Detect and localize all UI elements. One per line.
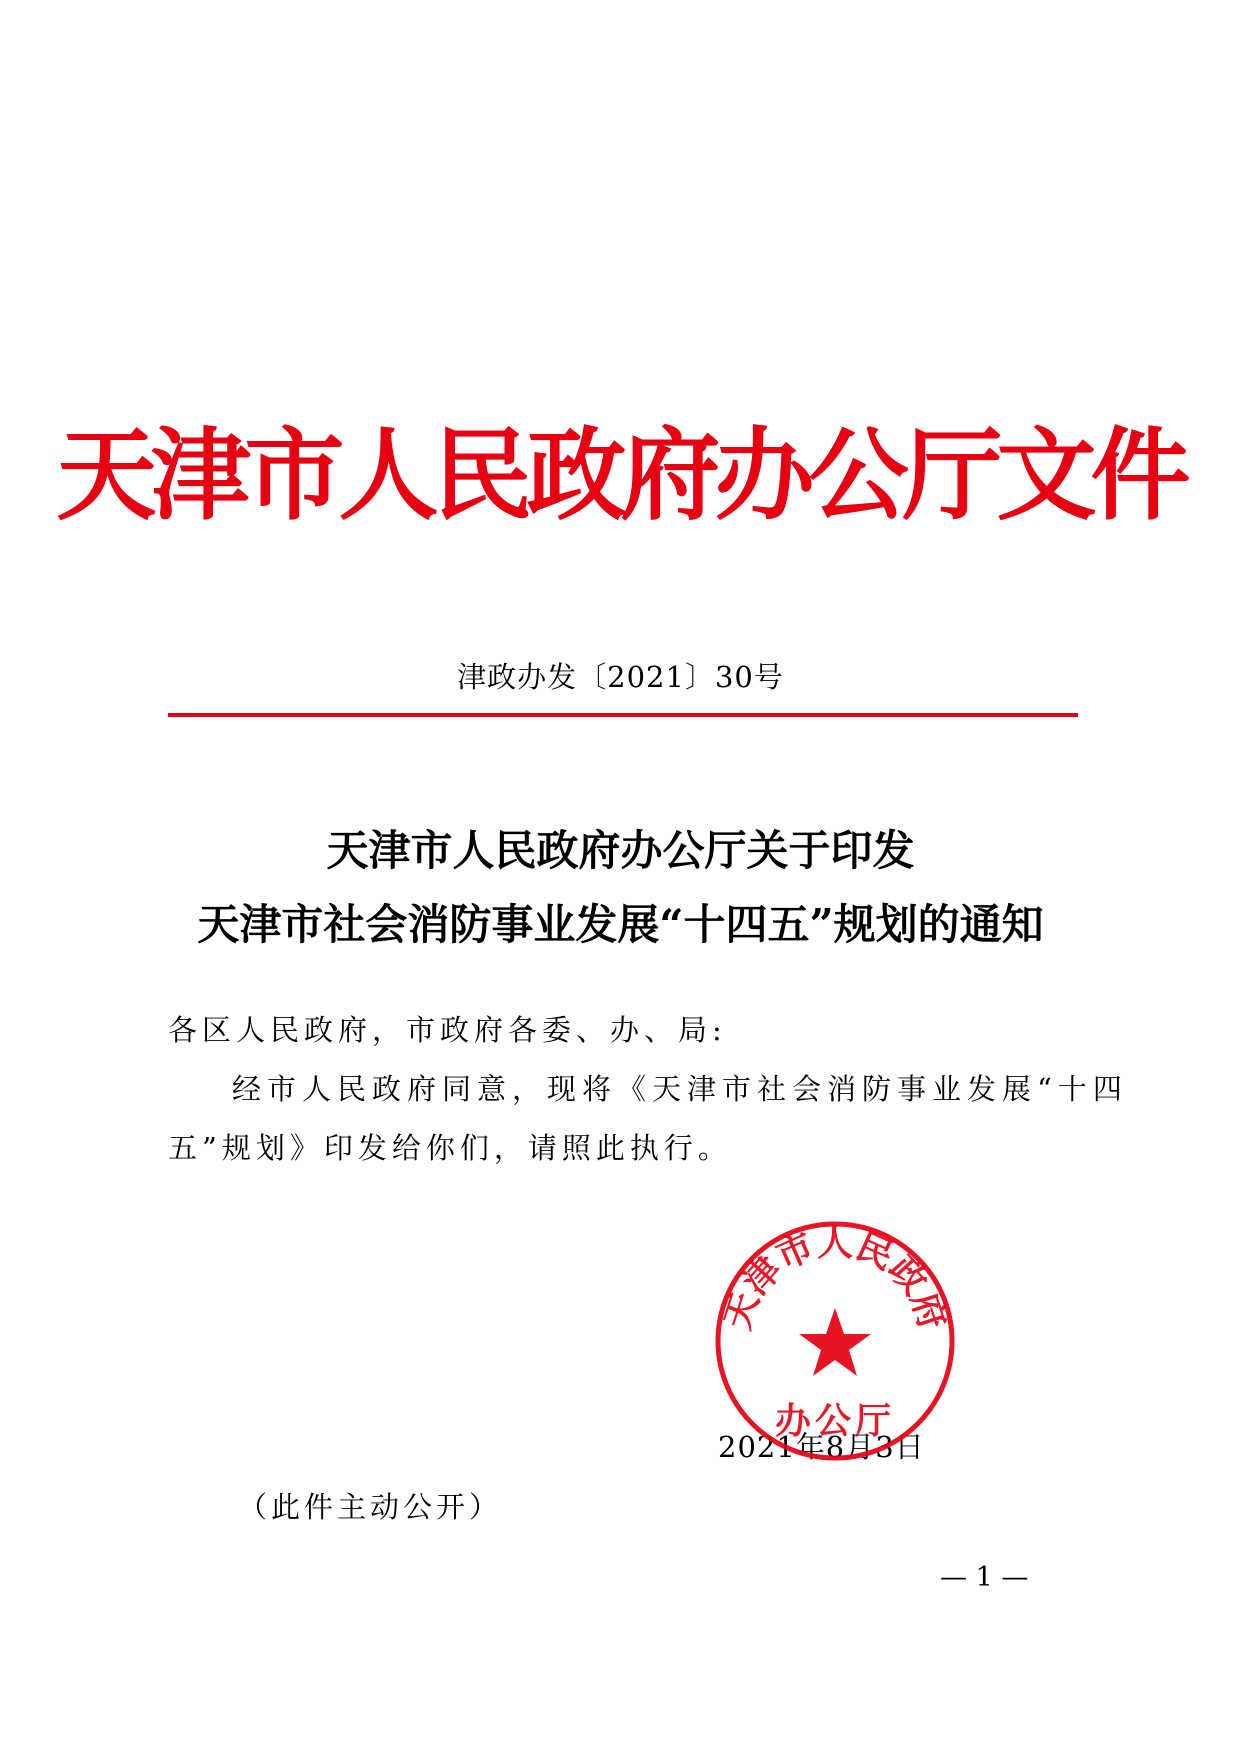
body-paragraph-line-1: 经市人民政府同意，现将《天津市社会消防事业发展“十四	[232, 1072, 1128, 1106]
document-number: 津政办发〔2021〕30号	[457, 660, 784, 694]
notice-title-line-1: 天津市人民政府办公厅关于印发	[326, 826, 915, 875]
red-divider-line	[168, 713, 1078, 717]
seal-top-text: 天津市人民政府	[716, 1222, 954, 1335]
star-icon	[799, 1308, 871, 1376]
notice-title-line-2: 天津市社会消防事业发展“十四五”规划的通知	[197, 900, 1044, 949]
seal-bottom-text: 办公厅	[774, 1400, 896, 1442]
page-number: — 1 —	[940, 1562, 1029, 1593]
masthead-title: 天津市人民政府办公厅文件	[56, 416, 1185, 534]
issue-date: 2021年8月3日	[718, 1430, 925, 1464]
addressee: 各区人民政府，市政府各委、办、局:	[168, 1013, 727, 1047]
body-paragraph-line-2: 五”规划》印发给你们，请照此执行。	[168, 1131, 732, 1165]
public-disclosure-note: （此件主动公开）	[238, 1490, 503, 1524]
official-seal	[712, 1218, 958, 1464]
